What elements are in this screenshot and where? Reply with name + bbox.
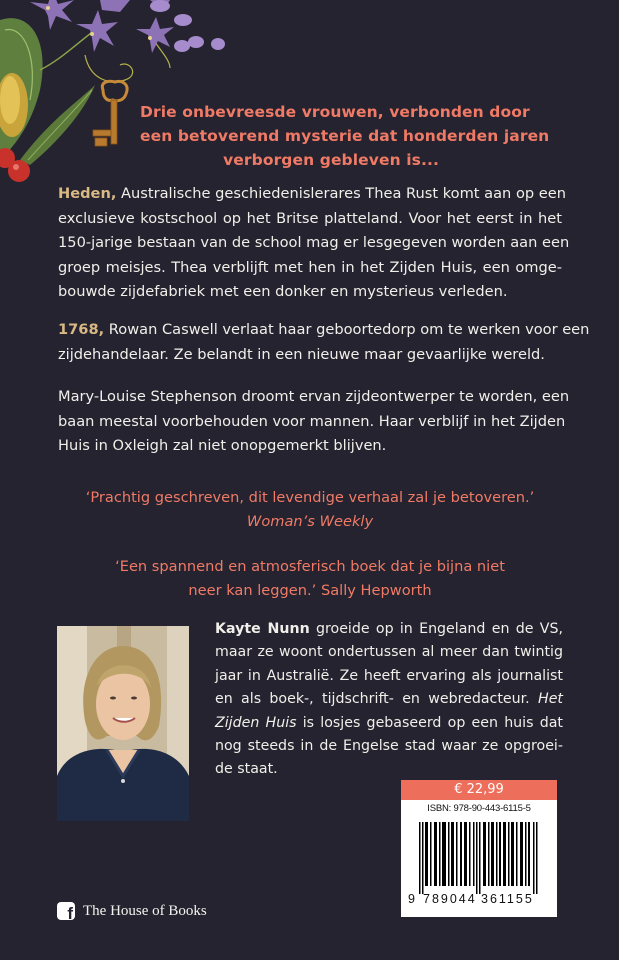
tagline bbox=[140, 100, 550, 172]
author-bio: Kayte Nunn groeide op in Engeland en de VS, maar ze woont ondertussen al meer dan twintig jaar in Australië. Ze heeft ervaring als journalist en als boek-, tijdschrift- en webredacteur. Het Zijden Huis is losjes gebaseerd op een huis dat nog steeds in de Engelse stad waar ze opgroei- de staat. bbox=[215, 621, 563, 778]
review-quote-sally-hepworth bbox=[60, 555, 560, 603]
highlight-heden: Heden, bbox=[58, 185, 117, 202]
blurb-paragraph-1768: 1768, Rowan Caswell verlaat haar geboortedorp om te werken voor een zijdehandelaar. Ze belandt in een nieuwe maar gevaarlijke wereld. bbox=[58, 321, 590, 363]
tagline-line: Drie onbevreesde vrouwen, verbonden door bbox=[140, 103, 530, 121]
review-quote-womans-weekly bbox=[60, 486, 560, 534]
blurb-paragraph-mary-louise: Mary-Louise Stephenson droomt ervan zijdeontwerper te worden, een baan meestal voorbehouden voor mannen. Haar verblijf in het Zijden Huis in Oxleigh zal niet onopgemerkt blijven. bbox=[58, 388, 570, 454]
barcode-box: € 22,99 ISBN: 978-90-443-6115-5 9 789044 361155 bbox=[401, 780, 557, 917]
book-title: Zijden Huis bbox=[215, 714, 297, 731]
publisher-link[interactable] bbox=[57, 901, 207, 921]
quote-text: ‘Een spannend en atmosferisch boek dat je bijna niet bbox=[115, 558, 505, 575]
book-title: Het bbox=[538, 691, 563, 708]
tagline-line: verborgen gebleven is... bbox=[223, 151, 439, 169]
facebook-icon: f bbox=[57, 902, 75, 920]
quote-text: neer kan leggen.’ Sally Hepworth bbox=[188, 582, 432, 599]
isbn-label: ISBN: 978-90-443-6115-5 bbox=[427, 803, 531, 814]
quote-source: Woman’s Weekly bbox=[246, 513, 374, 530]
author-name: Kayte Nunn bbox=[215, 621, 310, 637]
tagline-line: een betoverend mysterie dat honderden jaren bbox=[140, 127, 550, 145]
blurb-paragraph-present: Heden, Australische geschiedenislerares Thea Rust komt aan op een exclusieve kostschool op het Britse platteland. Voor het eerst in het 150-jarige bestaan van de school mag er lesgegeven worden aan een groep meisjes. Thea verblijft met hen in het Zijden Huis, een omge- bouwde zijdefabriek met een donker en mysterieus verleden. bbox=[58, 185, 570, 300]
price-label: € 22,99 bbox=[401, 780, 557, 800]
quote-text: ‘Prachtig geschreven, dit levendige verhaal zal je betoveren.’ bbox=[85, 489, 535, 506]
highlight-1768: 1768, bbox=[58, 321, 105, 338]
publisher-name: The House of Books bbox=[83, 902, 207, 919]
barcode-icon bbox=[413, 822, 545, 894]
author-photo bbox=[57, 626, 189, 821]
